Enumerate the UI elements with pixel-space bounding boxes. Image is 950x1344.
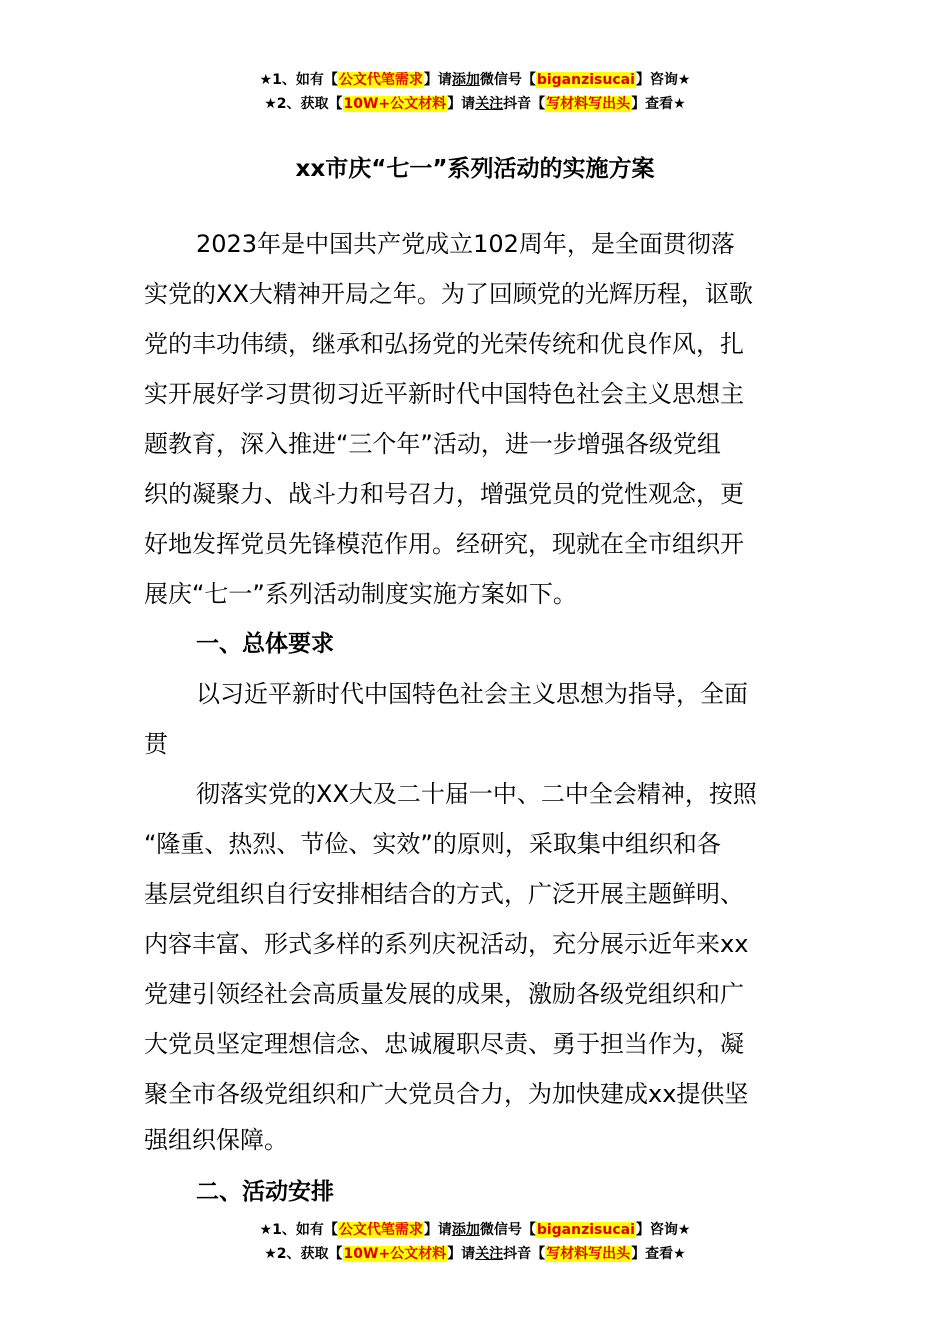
banner-highlight: 写材料写出头: [546, 96, 631, 112]
paragraph-line: 织的凝聚力、战斗力和号召力，增强党员的党性观念，更: [144, 480, 744, 508]
banner-underlined-text: 添加: [451, 1222, 480, 1238]
banner-text: 】咨询★: [635, 1222, 691, 1238]
banner-text: 抖音【: [503, 1246, 546, 1262]
banner-line-1: [0, 1218, 950, 1242]
banner-highlight: 10W+公文材料: [343, 1246, 447, 1262]
bottom-banner: [0, 1218, 950, 1266]
paragraph-line: 2023年是中国共产党成立102周年，是全面贯彻落: [196, 230, 735, 258]
banner-underlined-text: 关注: [475, 1246, 504, 1262]
paragraph-line: 基层党组织自行安排相结合的方式，广泛开展主题鲜明、: [144, 880, 744, 908]
banner-text: ★1、如有【: [259, 72, 338, 88]
paragraph-line: 强组织保障。: [144, 1126, 288, 1154]
banner-highlight: biganzisucai: [536, 72, 635, 88]
banner-underlined-text: 添加: [451, 72, 480, 88]
paragraph-line: 彻落实党的XX大及二十届一中、二中全会精神，按照: [196, 780, 757, 808]
banner-text: 】请: [447, 1246, 476, 1262]
banner-text: ★2、获取【: [264, 96, 343, 112]
banner-text: 微信号【: [479, 1222, 536, 1238]
banner-text: 微信号【: [479, 72, 536, 88]
paragraph-line: 内容丰富、形式多样的系列庆祝活动，充分展示近年来xx: [144, 930, 749, 958]
paragraph-line: 好地发挥党员先锋模范作用。经研究，现就在全市组织开: [144, 530, 744, 558]
banner-line-1: [0, 68, 950, 92]
banner-text: 】查看★: [631, 1246, 686, 1262]
section-heading: 二、活动安排: [196, 1179, 334, 1205]
paragraph-line: 以习近平新时代中国特色社会主义思想为指导，全面: [196, 680, 748, 708]
paragraph-line: 展庆“七一”系列活动制度实施方案如下。: [144, 580, 577, 608]
banner-text: 】请: [423, 1222, 452, 1238]
banner-text: 】查看★: [631, 96, 686, 112]
banner-line-2: [0, 92, 950, 116]
banner-text: ★2、获取【: [264, 1246, 343, 1262]
top-banner: [0, 68, 950, 116]
banner-text: 】请: [423, 72, 452, 88]
banner-highlight: 公文代笔需求: [338, 1222, 423, 1238]
banner-text: 抖音【: [503, 96, 546, 112]
banner-underlined-text: 关注: [475, 96, 504, 112]
paragraph-line: 党的丰功伟绩，继承和弘扬党的光荣传统和优良作风，扎: [144, 330, 744, 358]
banner-line-2: [0, 1242, 950, 1266]
paragraph-line: 聚全市各级党组织和广大党员合力，为加快建成xx提供坚: [144, 1080, 749, 1108]
banner-text: ★1、如有【: [259, 1222, 338, 1238]
paragraph-line: 党建引领经社会高质量发展的成果，激励各级党组织和广: [144, 980, 744, 1008]
banner-highlight: biganzisucai: [536, 1222, 635, 1238]
paragraph-line: 贯: [144, 730, 168, 758]
banner-highlight: 10W+公文材料: [343, 96, 447, 112]
paragraph-line: 题教育，深入推进“三个年”活动，进一步增强各级党组: [144, 430, 721, 458]
banner-text: 】咨询★: [635, 72, 691, 88]
paragraph-line: 大党员坚定理想信念、忠诚履职尽责、勇于担当作为，凝: [144, 1030, 744, 1058]
paragraph-line: “隆重、热烈、节俭、实效”的原则，采取集中组织和各: [144, 830, 721, 858]
document-title: xx市庆“七一”系列活动的实施方案: [295, 156, 655, 182]
section-heading: 一、总体要求: [196, 631, 334, 657]
banner-text: 】请: [447, 96, 476, 112]
paragraph-line: 实开展好学习贯彻习近平新时代中国特色社会主义思想主: [144, 380, 744, 408]
banner-highlight: 写材料写出头: [546, 1246, 631, 1262]
banner-highlight: 公文代笔需求: [338, 72, 423, 88]
paragraph-line: 实党的XX大精神开局之年。为了回顾党的光辉历程，讴歌: [144, 280, 753, 308]
